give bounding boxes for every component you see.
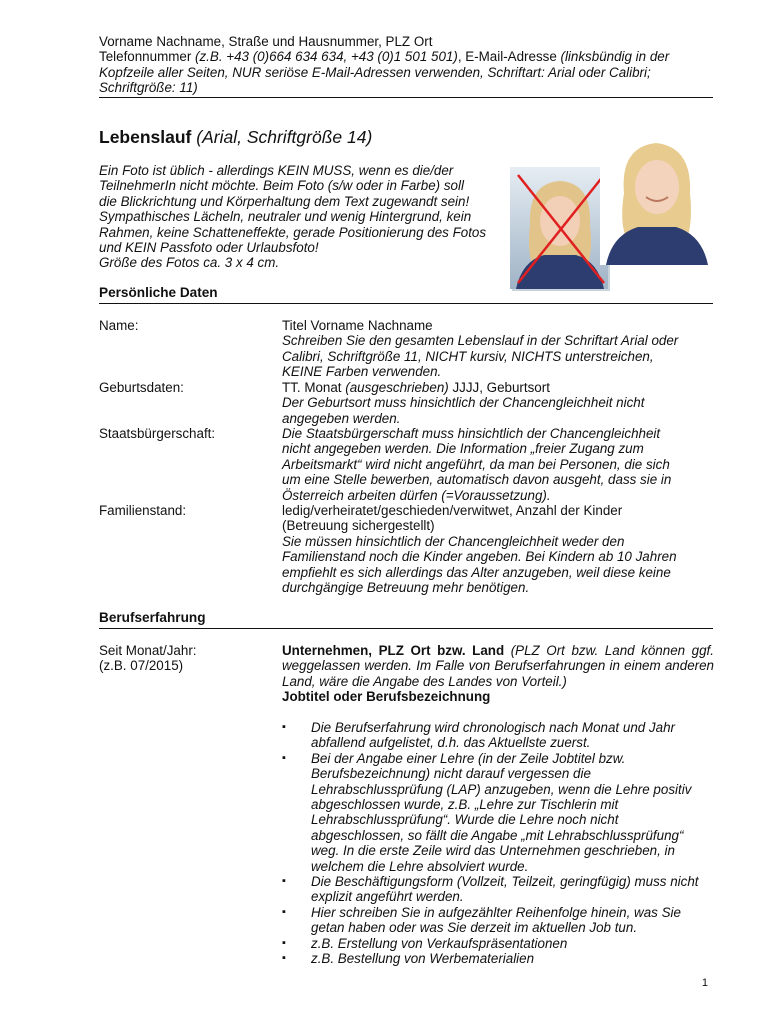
- page-header: [99, 34, 719, 96]
- birth-value-block: TT. Monat (ausgeschrieben) JJJJ, Geburtsort Der Geburtsort muss hinsichtlich der Chancengleichheit nicht angegeben werden.: [282, 380, 714, 426]
- citizenship-label: Staatsbürgerschaft:: [99, 426, 216, 441]
- section-rule-personal: [99, 303, 713, 304]
- birth-value: TT. Monat (ausgeschrieben) JJJJ, Geburtsort: [282, 380, 550, 395]
- list-item: ▪ Die Beschäftigungsform (Vollzeit, Teilzeit, geringfügig) muss nicht explizit angeführt werden.: [282, 874, 714, 905]
- list-item: ▪ Hier schreiben Sie in aufgezählter Reihenfolge hinein, was Sie getan haben oder was Sie derzeit im aktuellen Job tun.: [282, 905, 714, 936]
- good-example-photo: [600, 131, 713, 265]
- photo-guidance-text: Ein Foto ist üblich - allerdings KEIN MUSS, wenn es die/der TeilnehmerIn nicht möchte. Beim Foto (s/w oder in Farbe) soll die Blickrichtung und Körperhaltung dem Text zugewandt sein! Sympathisches Lächeln, neutraler und wenig Hintergrund, kein Rahmen, keine Schatteneffekte, gerade Positionierung des Fotos und KEIN Passfoto oder Urlaubsfoto! Größe des Fotos ca. 3 x 4 cm.: [99, 163, 487, 271]
- family-label: Familienstand:: [99, 503, 187, 518]
- name-value-block: Titel Vorname Nachname Schreiben Sie den gesamten Lebenslauf in der Schriftart Arial oder Calibri, Schriftgröße 11, NICHT kursiv, NICHTS unterstreichen, KEINE Farben verwenden.: [282, 318, 714, 380]
- page-title: Lebenslauf (Arial, Schriftgröße 14): [99, 127, 373, 147]
- header-rule: [99, 97, 713, 98]
- list-item: ▪ Bei der Angabe einer Lehre (in der Zeile Jobtitel bzw. Berufsbezeichnung) nicht darauf vergessen die Lehrabschlussprüfung (LAP) anzugeben, wenn die Lehre positiv abgeschlossen wurde, z.B. „Lehre zur Tischlerin mit Lehrabschlussprüfung“. Wurde die Lehre noch nicht abgeschlossen, so fällt die Angabe „mit Lehrabschlussprüfung“ weg. In die erste Zeile wird das Unternehmen geschrieben, in welchem die Lehre absolviert wurde.: [282, 751, 714, 874]
- citizenship-note: Die Staatsbürgerschaft muss hinsichtlich der Chancengleichheit nicht angegeben werden. Die Information „freier Zugang zum Arbeitsmarkt“ wird nicht angeführt, da man bei Personen, die sich um eine Stelle bewerben, automatisch davon ausgeht, dass sie in Österreich arbeiten dürfen (=Voraussetzung).: [282, 426, 672, 503]
- name-label: Name:: [99, 318, 139, 333]
- list-item: ▪ Die Berufserfahrung wird chronologisch nach Monat und Jahr abfallend aufgelistet, d.h. das Aktuellste zuerst.: [282, 720, 714, 751]
- header-note-line-2: Schriftgröße: 11): [99, 80, 198, 96]
- name-value: Titel Vorname Nachname: [282, 318, 433, 333]
- list-item: ▪ z.B. Erstellung von Verkaufspräsentationen: [282, 936, 714, 951]
- section-heading-personal: Persönliche Daten: [99, 285, 218, 300]
- experience-bullet-list: [282, 720, 714, 967]
- header-address-line: Vorname Nachname, Straße und Hausnummer, PLZ Ort: [99, 34, 433, 49]
- section-heading-experience: Berufserfahrung: [99, 610, 206, 625]
- header-note-line: Kopfzeile aller Seiten, NUR seriöse E-Mail-Adressen verwenden, Schriftart: Arial oder Calibri;: [99, 64, 651, 80]
- page-number: 1: [701, 977, 708, 989]
- bad-example-photo: [508, 165, 614, 295]
- section-rule-experience: [99, 628, 713, 629]
- job-title: Jobtitel oder Berufsbezeichnung: [282, 689, 491, 705]
- company-name: Unternehmen, PLZ Ort bzw. Land: [282, 643, 505, 658]
- header-contact-line: Telefonnummer (z.B. +43 (0)664 634 634, +43 (0)1 501 501), E-Mail-Adresse (linksbündig in der: [99, 49, 670, 65]
- birth-label: Geburtsdaten:: [99, 380, 184, 395]
- list-item: ▪ z.B. Bestellung von Werbematerialien: [282, 951, 714, 966]
- experience-date-label: Seit Monat/Jahr: (z.B. 07/2015): [99, 643, 197, 674]
- experience-company-block: Unternehmen, PLZ Ort bzw. Land (PLZ Ort bzw. Land können ggf. weggelassen werden. Im Falle von Berufserfahrungen in einem anderen Land, wäre die Angabe des Landes von Vorteil.) Jobtitel oder Berufsbezeichnung: [282, 643, 714, 705]
- family-value-block: ledig/verheiratet/geschieden/verwitwet, Anzahl der Kinder (Betreuung sichergestellt) Sie müssen hinsichtlich der Chancengleichheit weder den Familienstand noch die Kinder angeben. Bei Kindern ab 10 Jahren empfiehlt es sich allerdings das Alter anzugeben, weil diese keine durchgängige Betreuung mehr benötigen.: [282, 503, 677, 596]
